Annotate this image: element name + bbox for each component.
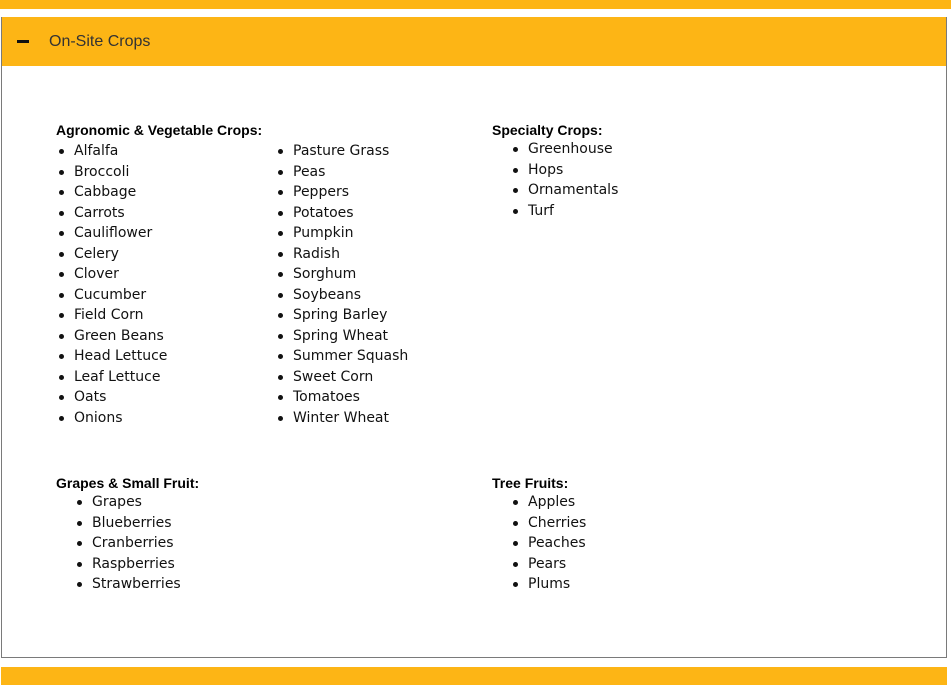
list-item: Soybeans	[275, 285, 408, 306]
list-item: Radish	[275, 244, 408, 265]
list-item: Onions	[56, 408, 167, 429]
tree-fruits-section	[492, 474, 586, 595]
list-item: Leaf Lettuce	[56, 367, 167, 388]
list-item: Tomatoes	[275, 387, 408, 408]
list-item: Summer Squash	[275, 346, 408, 367]
accordion-title: On-Site Crops	[49, 32, 151, 50]
tree-fruits-title: Tree Fruits:	[492, 475, 569, 491]
list-item: Peas	[275, 162, 408, 183]
list-item: Oats	[56, 387, 167, 408]
list-item: Field Corn	[56, 305, 167, 326]
list-item: Sorghum	[275, 264, 408, 285]
accordion-header[interactable]	[2, 17, 946, 66]
list-item: Pasture Grass	[275, 141, 408, 162]
next-accordion-bar[interactable]	[1, 667, 947, 685]
list-item: Carrots	[56, 203, 167, 224]
list-item: Hops	[510, 160, 618, 181]
list-item: Clover	[56, 264, 167, 285]
list-item: Cranberries	[74, 533, 199, 554]
list-item: Potatoes	[275, 203, 408, 224]
agronomic-section	[56, 121, 262, 139]
agronomic-title: Agronomic & Vegetable Crops:	[56, 122, 263, 138]
list-item: Green Beans	[56, 326, 167, 347]
list-item: Blueberries	[74, 513, 199, 534]
grapes-list	[74, 492, 199, 595]
list-item: Strawberries	[74, 574, 199, 595]
grapes-section	[56, 474, 199, 595]
list-item: Cabbage	[56, 182, 167, 203]
list-item: Raspberries	[74, 554, 199, 575]
agronomic-list-col1	[56, 141, 167, 428]
list-item: Spring Barley	[275, 305, 408, 326]
list-item: Peppers	[275, 182, 408, 203]
on-site-crops-accordion	[1, 17, 947, 658]
list-item: Grapes	[74, 492, 199, 513]
collapse-minus-icon[interactable]	[17, 40, 29, 43]
list-item: Greenhouse	[510, 139, 618, 160]
list-item: Peaches	[510, 533, 586, 554]
tree-fruits-list	[510, 492, 586, 595]
list-item: Alfalfa	[56, 141, 167, 162]
list-item: Cherries	[510, 513, 586, 534]
specialty-list	[510, 139, 618, 221]
grapes-title: Grapes & Small Fruit:	[56, 475, 200, 491]
specialty-title: Specialty Crops:	[492, 122, 603, 138]
list-item: Plums	[510, 574, 586, 595]
list-item: Ornamentals	[510, 180, 618, 201]
agronomic-list-col2	[275, 141, 408, 428]
list-item: Cucumber	[56, 285, 167, 306]
previous-accordion-bar[interactable]	[0, 0, 951, 9]
list-item: Winter Wheat	[275, 408, 408, 429]
list-item: Apples	[510, 492, 586, 513]
list-item: Pumpkin	[275, 223, 408, 244]
list-item: Turf	[510, 201, 618, 222]
list-item: Pears	[510, 554, 586, 575]
list-item: Cauliflower	[56, 223, 167, 244]
list-item: Broccoli	[56, 162, 167, 183]
list-item: Head Lettuce	[56, 346, 167, 367]
list-item: Celery	[56, 244, 167, 265]
list-item: Sweet Corn	[275, 367, 408, 388]
list-item: Spring Wheat	[275, 326, 408, 347]
specialty-section	[492, 121, 618, 221]
